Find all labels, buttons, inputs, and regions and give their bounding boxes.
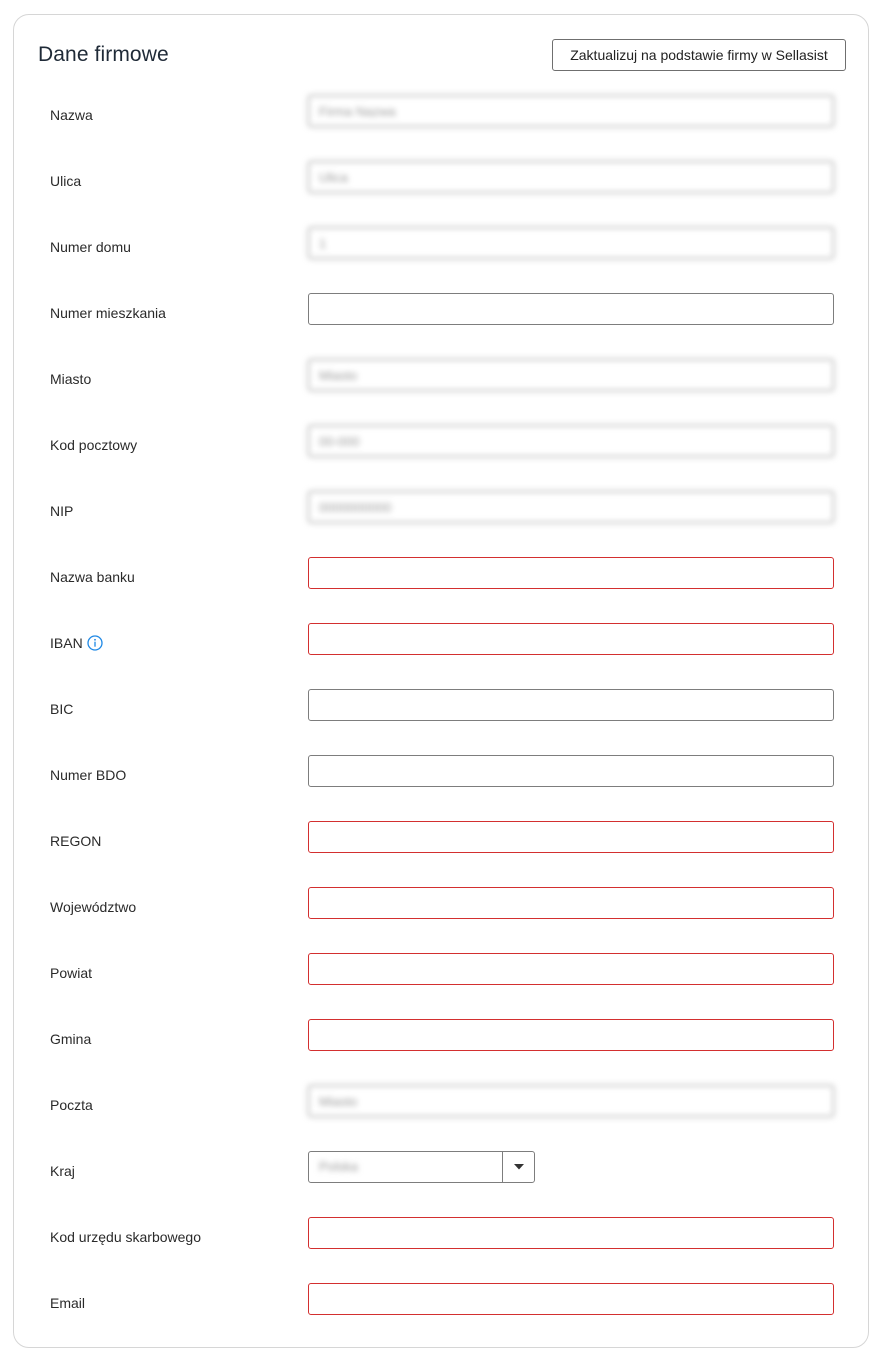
- row-kod-pocztowy: [14, 425, 868, 491]
- row-powiat: [14, 953, 868, 1019]
- row-numer-bdo: [14, 755, 868, 821]
- input-nazwa-banku[interactable]: [308, 557, 834, 589]
- select-kraj[interactable]: [308, 1151, 535, 1183]
- label-kod-urzedu: Kod urzędu skarbowego: [50, 1229, 201, 1245]
- label-gmina: Gmina: [50, 1031, 92, 1047]
- input-ulica[interactable]: [308, 161, 834, 193]
- label-nazwa: Nazwa: [50, 107, 93, 123]
- label-ulica: Ulica: [50, 173, 82, 189]
- input-kod-pocztowy[interactable]: [308, 425, 834, 457]
- row-miasto: [14, 359, 868, 425]
- row-nazwa: [14, 95, 868, 161]
- row-kod-urzedu: [14, 1217, 868, 1283]
- input-bic[interactable]: [308, 689, 834, 721]
- input-gmina[interactable]: [308, 1019, 834, 1051]
- input-numer-mieszkania[interactable]: [308, 293, 834, 325]
- input-wojewodztwo[interactable]: [308, 887, 834, 919]
- select-kraj-value: Polska: [319, 1159, 359, 1174]
- input-poczta[interactable]: [308, 1085, 834, 1117]
- info-circle-icon[interactable]: [87, 635, 103, 651]
- label-miasto: Miasto: [50, 371, 92, 387]
- row-email: [14, 1283, 868, 1349]
- row-nip: [14, 491, 868, 557]
- label-nazwa-banku: Nazwa banku: [50, 569, 135, 585]
- row-poczta: [14, 1085, 868, 1151]
- label-numer-bdo: Numer BDO: [50, 767, 127, 783]
- label-powiat: Powiat: [50, 965, 93, 981]
- input-powiat[interactable]: [308, 953, 834, 985]
- row-nazwa-banku: [14, 557, 868, 623]
- row-gmina: [14, 1019, 868, 1085]
- caret-down-icon[interactable]: [503, 1152, 534, 1182]
- label-numer-domu: Numer domu: [50, 239, 131, 255]
- input-nip[interactable]: [308, 491, 834, 523]
- row-numer-domu: [14, 227, 868, 293]
- label-regon: REGON: [50, 833, 102, 849]
- row-kraj: [14, 1151, 868, 1217]
- label-iban: IBAN: [50, 635, 83, 651]
- row-ulica: [14, 161, 868, 227]
- label-kraj: Kraj: [50, 1163, 75, 1179]
- input-iban[interactable]: [308, 623, 834, 655]
- input-miasto[interactable]: [308, 359, 834, 391]
- label-bic: BIC: [50, 701, 74, 717]
- update-from-sellasist-button[interactable]: Zaktualizuj na podstawie firmy w Sellasist: [552, 39, 846, 71]
- label-wojewodztwo: Województwo: [50, 899, 137, 915]
- row-numer-mieszkania: [14, 293, 868, 359]
- label-email: Email: [50, 1295, 86, 1311]
- input-email[interactable]: [308, 1283, 834, 1315]
- label-numer-mieszkania: Numer mieszkania: [50, 305, 166, 321]
- row-regon: [14, 821, 868, 887]
- label-poczta: Poczta: [50, 1097, 93, 1113]
- label-nip: NIP: [50, 503, 74, 519]
- row-iban: [14, 623, 868, 689]
- input-kod-urzedu[interactable]: [308, 1217, 834, 1249]
- input-numer-bdo[interactable]: [308, 755, 834, 787]
- caret-down-glyph: [514, 1164, 524, 1170]
- input-numer-domu[interactable]: [308, 227, 834, 259]
- row-wojewodztwo: [14, 887, 868, 953]
- form-rows: [14, 95, 868, 1349]
- company-data-card: [13, 14, 869, 1348]
- input-regon[interactable]: [308, 821, 834, 853]
- row-bic: [14, 689, 868, 755]
- section-title: Dane firmowe: [38, 43, 169, 66]
- input-nazwa[interactable]: [308, 95, 834, 127]
- label-kod-pocztowy: Kod pocztowy: [50, 437, 138, 453]
- label-iban-wrap: [50, 623, 103, 659]
